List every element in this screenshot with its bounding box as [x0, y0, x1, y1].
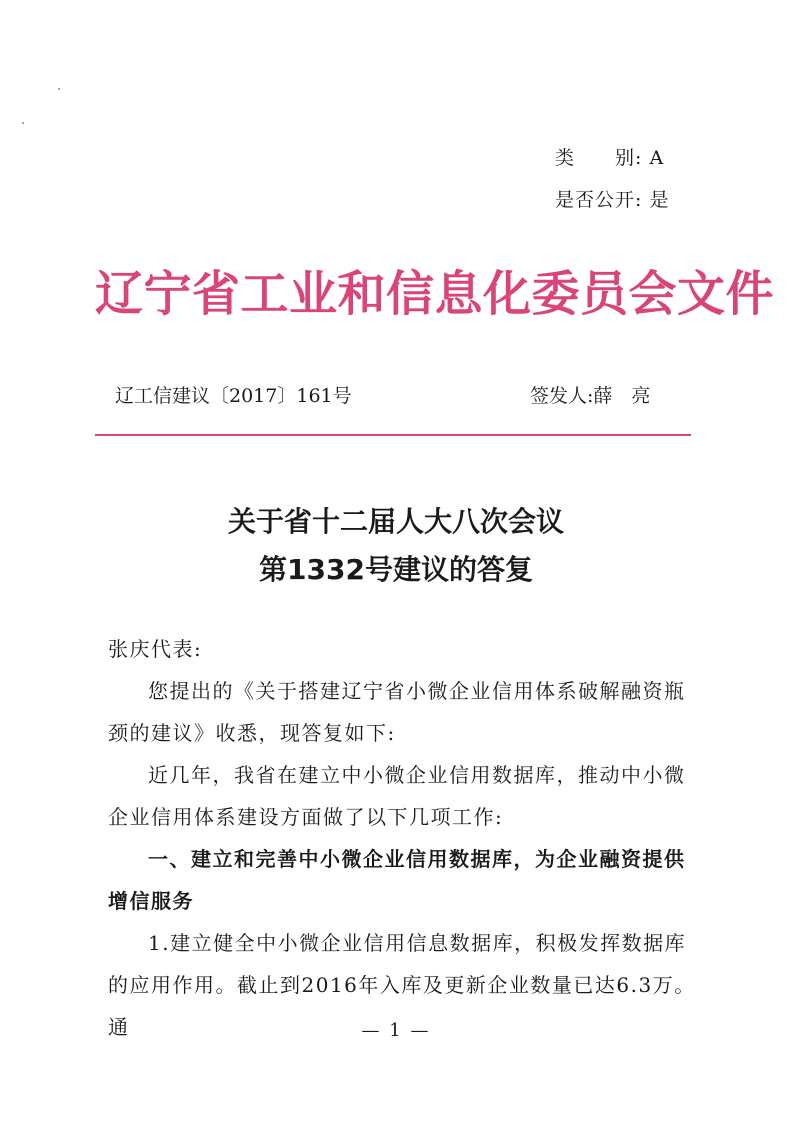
- signer: 签发人:薛 亮: [530, 385, 651, 407]
- page-number: — 1 —: [361, 1020, 431, 1041]
- masthead-divider: [95, 434, 691, 436]
- paragraph: 近几年，我省在建立中小微企业信用数据库，推动中小微企业信用体系建设方面做了以下几项工作:: [108, 763, 686, 829]
- public-label: 是否公开:: [555, 189, 643, 211]
- public-value: 是: [649, 189, 670, 211]
- document-number: 辽工信建议〔2017〕161号: [115, 385, 352, 407]
- public-field: [555, 185, 669, 212]
- document-title-line2: 第1332号建议的答复: [259, 553, 533, 586]
- paragraph: 您提出的《关于搭建辽宁省小微企业信用体系破解融资瓶颈的建议》收悉，现答复如下:: [108, 679, 686, 745]
- scan-speck: [22, 122, 24, 124]
- paragraph: 1.建立健全中小微企业信用信息数据库，积极发挥数据库的应用作用。截止到2016年入库及更新企业数量已达6.3万。通: [108, 931, 696, 1039]
- section-heading: 一、建立和完善中小微企业信用数据库，为企业融资提供增信服务: [108, 847, 686, 913]
- category-label: 类 别:: [555, 147, 643, 169]
- scan-speck: [58, 88, 60, 90]
- category-field: [555, 143, 664, 170]
- document-masthead: 辽宁省工业和信息化委员会文件: [95, 266, 775, 322]
- salutation: 张庆代表:: [108, 637, 203, 661]
- category-value: A: [649, 147, 665, 169]
- document-title-line1: 关于省十二届人大八次会议: [227, 505, 564, 538]
